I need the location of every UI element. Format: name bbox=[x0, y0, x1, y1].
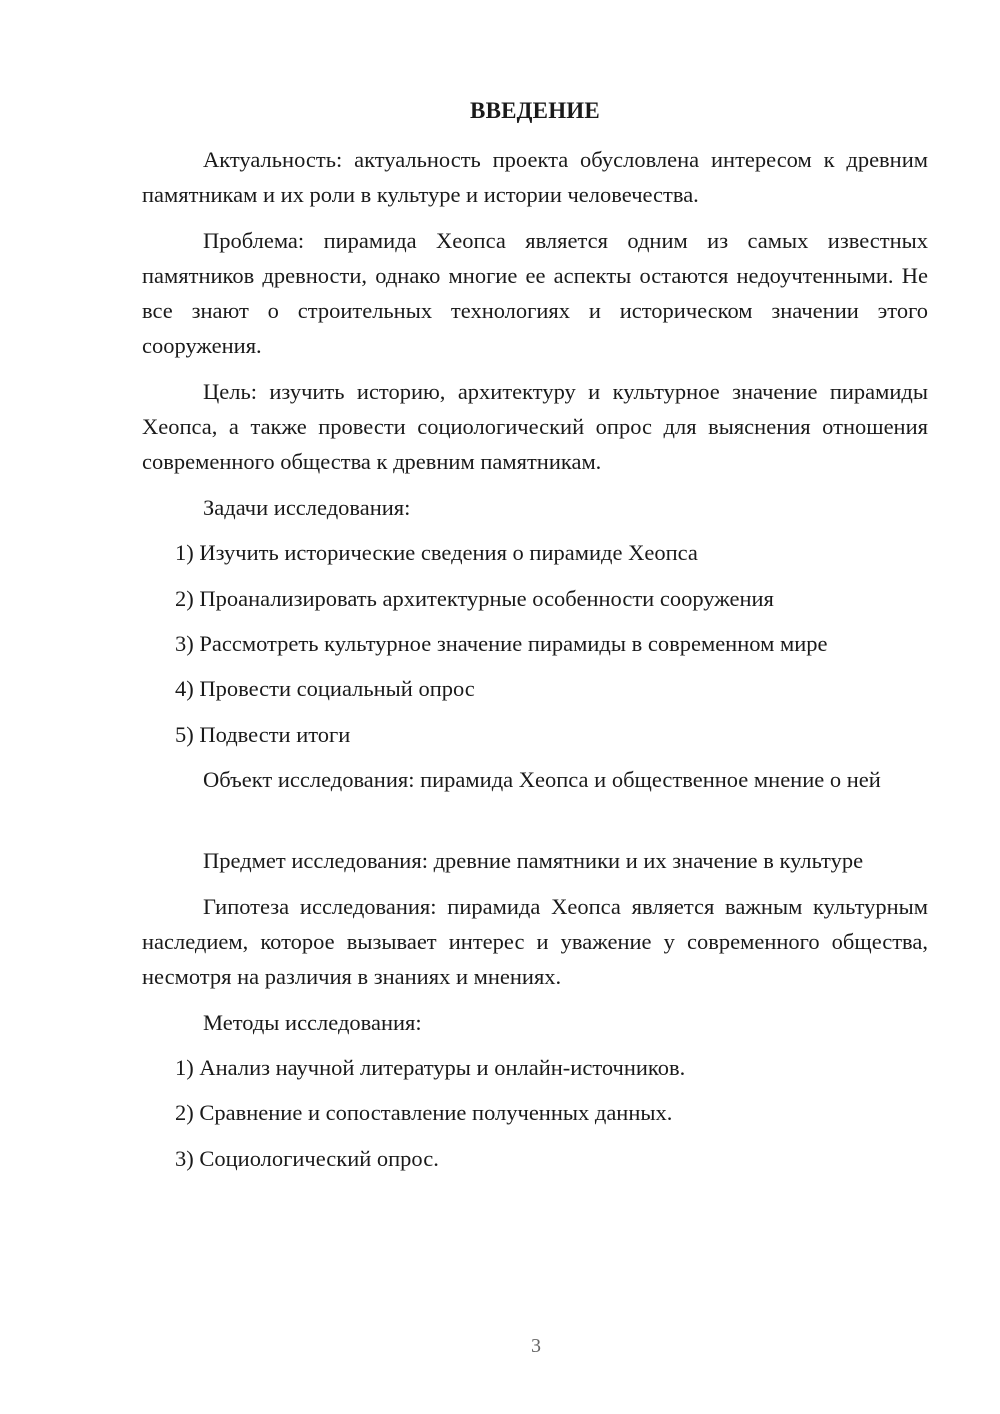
page-title: ВВЕДЕНИЕ bbox=[470, 98, 600, 123]
list-item: 3) Рассмотреть культурное значение пирамиды в современном мире bbox=[175, 631, 828, 656]
page-number: 3 bbox=[531, 1335, 541, 1357]
list-item: 2) Сравнение и сопоставление полученных данных. bbox=[175, 1100, 673, 1125]
subject-paragraph: Предмет исследования: древние памятники и их значение в культуре bbox=[203, 848, 864, 873]
goal-paragraph: Цель: изучить историю, архитектуру и культурное значение пирамиды Хеопса, а также провести социологический опрос для выяснения отношения современного общества к древним памятникам. bbox=[142, 379, 928, 474]
list-item: 3) Социологический опрос. bbox=[175, 1146, 439, 1171]
tasks-title: Задачи исследования: bbox=[203, 495, 411, 520]
list-item: 2) Проанализировать архитектурные особенности сооружения bbox=[175, 586, 774, 611]
methods-title: Методы исследования: bbox=[203, 1010, 422, 1035]
problem-paragraph: Проблема: пирамида Хеопса является одним из самых известных памятников древности, однако многие ее аспекты остаются недоучтенными. Не все знают о строительных технологиях и историческом значении этого сооружения. bbox=[142, 228, 928, 358]
list-item: 4) Провести социальный опрос bbox=[175, 676, 475, 701]
relevance-paragraph: Актуальность: актуальность проекта обусловлена интересом к древним памятникам и их роли в культуре и истории человечества. bbox=[142, 147, 928, 207]
object-paragraph: Объект исследования: пирамида Хеопса и общественное мнение о ней bbox=[203, 767, 881, 792]
hypothesis-paragraph: Гипотеза исследования: пирамида Хеопса является важным культурным наследием, которое вызывает интерес и уважение у современного общества, несмотря на различия в знаниях и мнениях. bbox=[142, 894, 928, 989]
list-item: 5) Подвести итоги bbox=[175, 722, 351, 747]
list-item: 1) Изучить исторические сведения о пирамиде Хеопса bbox=[175, 540, 698, 565]
list-item: 1) Анализ научной литературы и онлайн-источников. bbox=[175, 1055, 686, 1080]
